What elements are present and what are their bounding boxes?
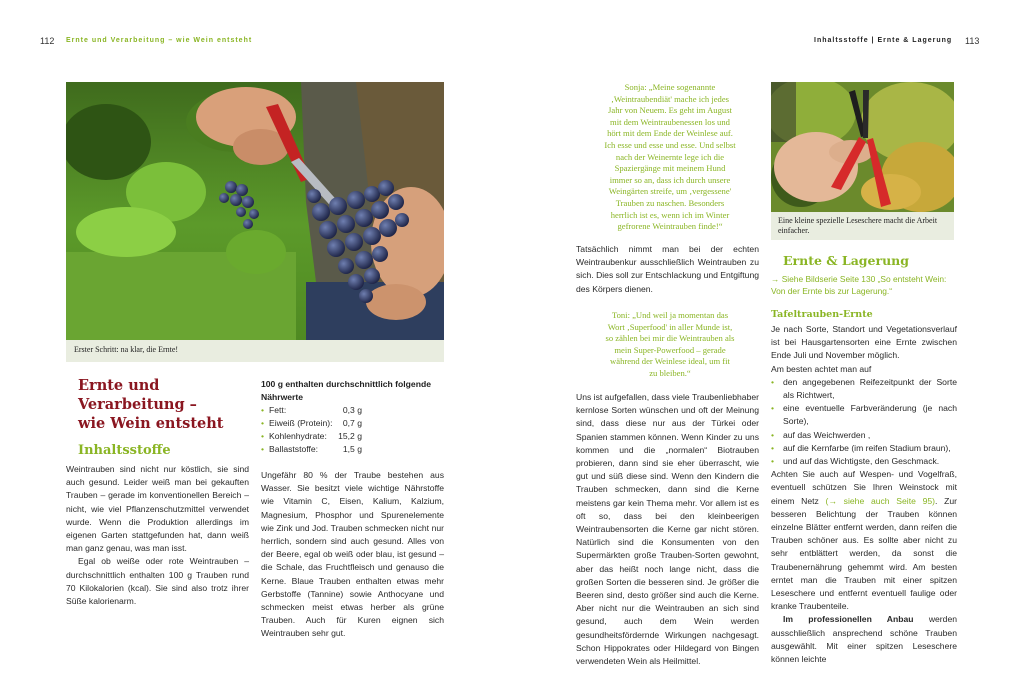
quote-sonja-line: herrlich ist es, wenn ich im Winter bbox=[610, 209, 730, 220]
col3-paragraph-1: Tatsächlich nimmt man bei der echten Weintraubenkur ausschließlich Weintrauben zu sich. Dies soll zur Entschlackung und Entgiftung des Körpers dienen. bbox=[576, 244, 759, 294]
nutrition-value: 1,5 g bbox=[342, 444, 362, 454]
quote-toni-line: zu bleiben.“ bbox=[649, 367, 691, 378]
column-4-text bbox=[771, 323, 957, 666]
harvest-criteria-list bbox=[771, 376, 957, 468]
harvest-photo-caption: Erster Schritt: na klar, die Ernte! bbox=[66, 340, 444, 362]
chapter-title bbox=[78, 376, 223, 433]
col1-paragraph-2: Egal ob weiße oder rote Weintrauben – durchschnittlich enthalten 100 g Trauben rund 70 Kilokalorien (kcal). Sie sind also trotz ihrer Süße kalorienarm. bbox=[66, 556, 249, 607]
col4-para-b: . Zur besseren Belichtung der Trauben können einzelne Blätter entfernt werden, dann reifen die Trauben schöner aus. Es sollte aber nicht zu sehr entblättert werden, da sonst die Traubenernährung gehemmt wird. Am besten erntet man die Trauben mit einer spitzen Leseschere und entfernt eventuell faulige oder kranke Traubenteile. bbox=[771, 495, 958, 612]
nutrition-row bbox=[261, 417, 444, 430]
nutrition-row bbox=[261, 404, 444, 417]
col4-list-intro: Am besten achtet man auf bbox=[771, 363, 872, 374]
col3-paragraph-2-box bbox=[576, 391, 759, 668]
quote-sonja-line: hört mit dem Ende der Weinlese auf. bbox=[607, 128, 733, 139]
col4-para-a: Achten Sie auch auf Wespen- und Vogelfraß, eventuell schützen Sie Ihren Weinstock mit einem Netz bbox=[771, 469, 957, 506]
list-item: • auf das Weichwerden , bbox=[771, 429, 957, 442]
col4-pro-rest: werden ausschließlich ansprechend schöne Trauben ausgewählt. Mit einer spitzen Leseschere können leichte bbox=[771, 614, 958, 665]
column-1-text bbox=[66, 463, 249, 608]
quote-sonja-line: immer so an, dass ich durch unsere bbox=[609, 174, 731, 185]
left-running-title: Ernte und Verarbeitung – wie Wein entsteht bbox=[66, 37, 253, 44]
shears-photo bbox=[771, 82, 954, 212]
quote-sonja-line: Ich esse und esse und esse. Und selbst bbox=[604, 139, 736, 150]
nutrition-value: 0,3 g bbox=[342, 405, 362, 415]
quote-sonja-line: Spaziergänge mit meinem Hund bbox=[614, 163, 726, 174]
ernte-lagerung-heading: Ernte & Lagerung bbox=[783, 253, 910, 268]
right-page-number: 113 bbox=[965, 36, 980, 46]
list-item: • eine eventuelle Farbveränderung (je nach Sorte), bbox=[771, 402, 957, 428]
list-item: • den angegebenen Reifezeitpunkt der Sorte als Richtwert, bbox=[771, 376, 957, 402]
nutrition-box bbox=[261, 378, 444, 456]
crossref-seite-95[interactable]: (→ siehe auch Seite 95) bbox=[825, 495, 936, 506]
nutrition-row bbox=[261, 430, 444, 443]
crossref-bildserie[interactable]: → Siehe Bildserie Seite 130 „So entsteht Wein: Von der Ernte bis zur Lagerung.“ bbox=[771, 274, 947, 296]
nutrition-value: 15,2 g bbox=[338, 431, 362, 441]
chapter-title-line-1: Ernte und bbox=[78, 377, 160, 394]
quote-sonja bbox=[580, 82, 760, 233]
col1-paragraph-1: Weintrauben sind nicht nur köstlich, sie sind auch gesund. Leider weiß man bei gekauften Trauben – gerade im konventionellen Bereich – nicht, wie viel Pflanzenschutzmittel verwendet wurde. Wenn die Produktion allerdings im eigenen Garten stattgefunden hat, dann weiß man ganz genau, was man isst. bbox=[66, 464, 249, 554]
col2-paragraph: Ungefähr 80 % der Traube bestehen aus Wasser. Sie besitzt viele wichtige Nährstoffe wie Vitamin C, Eisen, Kalium, Kalzium, Magnesium, Phosphor und Spurenelemente wie Zink und Jod. Trauben schmecken nicht nur herrlich, sondern sind auch gesund. Alles von der Beere, egal ob weiß oder blau, ist gesund – die Schale, das Fruchtfleisch und genauso die Kerne. Blaue Trauben enthalten etwas mehr Gerbstoffe (Tannine) sowie Anthocyane und schmecken meist etwas herber als grüne Trauben. Auch für Kuren eignen sich Weintrauben sehr gut. bbox=[261, 470, 444, 639]
quote-toni-line: mein Super-Powerfood – gerade bbox=[614, 344, 726, 355]
nutrition-list bbox=[261, 404, 444, 456]
quote-sonja-line: ‚Weintraubendiät' mache ich jedes bbox=[610, 93, 729, 104]
harvest-photo-image bbox=[66, 82, 444, 340]
list-item: • und auf das Wichtigste, den Geschmack. bbox=[771, 455, 957, 468]
quote-sonja-line: Trauben zu naschen. Besonders bbox=[615, 197, 725, 208]
quote-sonja-line: mit dem Weintraubenessen los und bbox=[610, 116, 730, 127]
nutrition-value: 0,7 g bbox=[342, 418, 362, 428]
quote-sonja-line: Weingärten streife, um ‚vergessene' bbox=[608, 186, 732, 197]
quote-toni-line: Wort ‚Superfood' in aller Munde ist, bbox=[607, 321, 733, 332]
col3-paragraph-1-box bbox=[576, 243, 759, 296]
quote-toni-line: während der Weinlese ideal, um fit bbox=[610, 356, 730, 367]
quote-sonja-line: Sonja: „Meine sogenannte bbox=[624, 82, 716, 92]
chapter-title-line-3: wie Wein entsteht bbox=[78, 415, 224, 432]
quote-toni-line: Toni: „Und weil ja momentan das bbox=[611, 310, 729, 320]
shears-photo-image bbox=[771, 82, 954, 212]
nutrition-label: • Kohlenhydrate: bbox=[261, 431, 327, 441]
nutrition-label: • Ballaststoffe: bbox=[261, 444, 319, 454]
nutrition-label: • Eiweiß (Protein): bbox=[261, 418, 333, 428]
harvest-photo bbox=[66, 82, 444, 340]
column-2-text bbox=[261, 469, 444, 641]
quote-sonja-line: gefrorene Weintrauben finde!“ bbox=[617, 221, 723, 232]
chapter-title-line-2: Verarbeitung – bbox=[78, 396, 197, 413]
col4-pro-bold: Im professionellen Anbau bbox=[783, 614, 914, 625]
list-item: • auf die Kernfarbe (im reifen Stadium braun), bbox=[771, 442, 957, 455]
inhaltsstoffe-heading: Inhaltsstoffe bbox=[78, 443, 171, 458]
quote-toni bbox=[580, 310, 760, 380]
nutrition-label: • Fett: bbox=[261, 405, 287, 415]
shears-photo-caption: Eine kleine spezielle Leseschere macht die Arbeit einfacher. bbox=[771, 212, 954, 240]
nutrition-heading: 100 g enthalten durchschnittlich folgende Nährwerte bbox=[261, 379, 431, 402]
right-running-title: Inhaltsstoffe | Ernte & Lagerung bbox=[814, 37, 953, 44]
col4-intro: Je nach Sorte, Standort und Vegetationsverlauf ist bei Hausgartensorten eine Ernte zwischen Ende Juli und November möglich. bbox=[771, 324, 957, 361]
nutrition-row bbox=[261, 443, 444, 456]
quote-sonja-line: Jahr von Neuem. Es geht im August bbox=[608, 105, 732, 116]
left-page-number: 112 bbox=[40, 36, 55, 46]
tafeltrauben-heading: Tafeltrauben-Ernte bbox=[771, 309, 873, 320]
quote-sonja-line: nach der Weinernte lege ich die bbox=[615, 151, 725, 162]
col3-paragraph-2: Uns ist aufgefallen, dass viele Traubenliebhaber kernlose Sorten wünschen und oft der Meinung sind, dass diese nur aus der Türkei oder Spanien stammen können. Wenn Kinder zu uns kommen und die „normalen“ Biotrauben probieren, dann sind sie eher überrascht, wie gut und süß diese sind. Wenn den Kindern die Trauben schmecken, dann sind die Kerne meistens gar kein Thema mehr. Vor allem ist es oft so, dass bei den kleinbeerigen Weintraubensorten die Kerne gar nicht stören. Natürlich sind die Konsumenten von den Supermärkten große Trauben-Sorten gewohnt, aber das heißt noch lange nicht, dass die großen Sorten die besseren sind. Je größer die Beeren sind, desto größer sind auch die Kerne. Aber nicht nur die Weintrauben an sich sind gesund, auch dem Wein werden gesundheitsfördernde Wirkungen nachgesagt. Schon Hippokrates oder Hildegard von Bingen verwendeten Wein als Heilmittel. bbox=[576, 392, 759, 667]
quote-toni-line: so zählen bei mir die Weintrauben als bbox=[605, 333, 735, 344]
